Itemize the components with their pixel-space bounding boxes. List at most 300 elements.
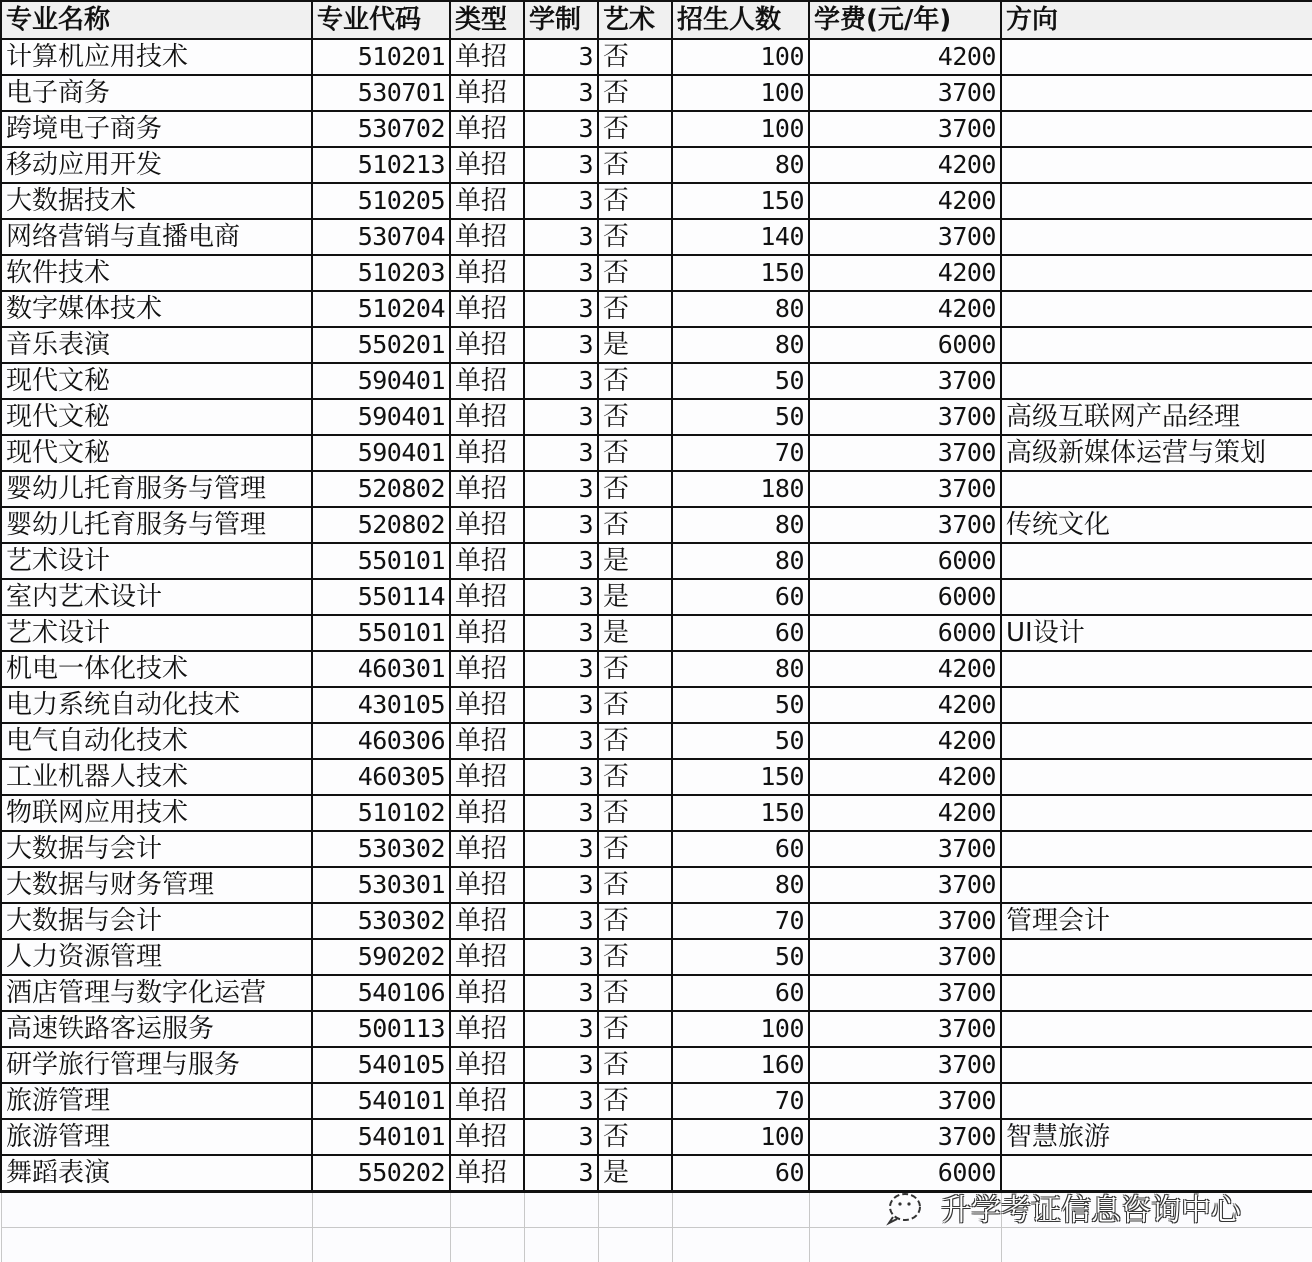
- cell-direction[interactable]: [1001, 1155, 1312, 1191]
- col-header-code[interactable]: 专业代码: [312, 1, 450, 39]
- cell-major-code[interactable]: 530701: [312, 75, 450, 111]
- cell-years[interactable]: 3: [524, 291, 598, 327]
- cell-tuition[interactable]: 4200: [809, 687, 1001, 723]
- cell-direction[interactable]: [1001, 1083, 1312, 1119]
- cell-direction[interactable]: [1001, 975, 1312, 1011]
- cell-direction[interactable]: [1001, 111, 1312, 147]
- col-header-type[interactable]: 类型: [450, 1, 524, 39]
- table-row: [1, 831, 1312, 867]
- cell-tuition[interactable]: 3700: [809, 507, 1001, 543]
- cell-type[interactable]: 单招: [450, 111, 524, 147]
- table-row: [1, 183, 1312, 219]
- cell-direction[interactable]: [1001, 471, 1312, 507]
- empty-cell[interactable]: [312, 1227, 450, 1262]
- cell-tuition[interactable]: 3700: [809, 1011, 1001, 1047]
- watermark-text: 升学考证信息咨询中心: [941, 1193, 1241, 1228]
- cell-major-name[interactable]: 物联网应用技术: [1, 795, 312, 831]
- cell-years[interactable]: 3: [524, 363, 598, 399]
- cell-type[interactable]: 单招: [450, 507, 524, 543]
- cell-type[interactable]: 单招: [450, 255, 524, 291]
- cell-enrollment[interactable]: 50: [672, 939, 809, 975]
- cell-enrollment[interactable]: 150: [672, 795, 809, 831]
- cell-major-name[interactable]: 软件技术: [1, 255, 312, 291]
- cell-major-code[interactable]: 540105: [312, 1047, 450, 1083]
- cell-type[interactable]: 单招: [450, 1083, 524, 1119]
- cell-years[interactable]: 3: [524, 183, 598, 219]
- cell-enrollment[interactable]: 50: [672, 363, 809, 399]
- cell-major-name[interactable]: 大数据与会计: [1, 831, 312, 867]
- cell-art[interactable]: 否: [598, 903, 672, 939]
- cell-enrollment[interactable]: 60: [672, 615, 809, 651]
- cell-art[interactable]: 否: [598, 1047, 672, 1083]
- cell-major-name[interactable]: 大数据与会计: [1, 903, 312, 939]
- cell-art[interactable]: 否: [598, 219, 672, 255]
- cell-years[interactable]: 3: [524, 831, 598, 867]
- cell-years[interactable]: 3: [524, 651, 598, 687]
- empty-cell[interactable]: [809, 1191, 1001, 1227]
- cell-direction[interactable]: [1001, 687, 1312, 723]
- empty-cell[interactable]: [1, 1191, 312, 1227]
- cell-major-code[interactable]: 460306: [312, 723, 450, 759]
- table-row: [1, 903, 1312, 939]
- cell-direction[interactable]: [1001, 147, 1312, 183]
- cell-enrollment[interactable]: 100: [672, 1011, 809, 1047]
- empty-cell[interactable]: [598, 1191, 672, 1227]
- cell-major-name[interactable]: 现代文秘: [1, 363, 312, 399]
- cell-type[interactable]: 单招: [450, 903, 524, 939]
- table-row: [1, 867, 1312, 903]
- cell-years[interactable]: 3: [524, 687, 598, 723]
- cell-years[interactable]: 3: [524, 903, 598, 939]
- cell-type[interactable]: 单招: [450, 327, 524, 363]
- cell-major-code[interactable]: 590202: [312, 939, 450, 975]
- cell-major-name[interactable]: 数字媒体技术: [1, 291, 312, 327]
- cell-tuition[interactable]: 6000: [809, 1155, 1001, 1191]
- cell-art[interactable]: 否: [598, 867, 672, 903]
- empty-cell[interactable]: [312, 1191, 450, 1227]
- cell-tuition[interactable]: 4200: [809, 291, 1001, 327]
- cell-type[interactable]: 单招: [450, 363, 524, 399]
- cell-art[interactable]: 否: [598, 147, 672, 183]
- table-row: [1, 1011, 1312, 1047]
- cell-major-code[interactable]: 590401: [312, 435, 450, 471]
- cell-type[interactable]: 单招: [450, 651, 524, 687]
- cell-art[interactable]: 否: [598, 75, 672, 111]
- cell-major-code[interactable]: 540101: [312, 1083, 450, 1119]
- cell-type[interactable]: 单招: [450, 579, 524, 615]
- cell-major-name[interactable]: 计算机应用技术: [1, 39, 312, 75]
- cell-years[interactable]: 3: [524, 579, 598, 615]
- cell-enrollment[interactable]: 70: [672, 1083, 809, 1119]
- cell-direction[interactable]: [1001, 1047, 1312, 1083]
- table-row: [1, 687, 1312, 723]
- cell-major-name[interactable]: 旅游管理: [1, 1083, 312, 1119]
- cell-enrollment[interactable]: 80: [672, 291, 809, 327]
- cell-major-code[interactable]: 550114: [312, 579, 450, 615]
- cell-major-name[interactable]: 婴幼儿托育服务与管理: [1, 471, 312, 507]
- cell-enrollment[interactable]: 160: [672, 1047, 809, 1083]
- empty-cell[interactable]: [1, 1227, 312, 1262]
- cell-major-name[interactable]: 电气自动化技术: [1, 723, 312, 759]
- cell-tuition[interactable]: 3700: [809, 975, 1001, 1011]
- cell-enrollment[interactable]: 70: [672, 435, 809, 471]
- cell-enrollment[interactable]: 150: [672, 255, 809, 291]
- cell-art[interactable]: 否: [598, 723, 672, 759]
- cell-art[interactable]: 否: [598, 651, 672, 687]
- cell-major-name[interactable]: 艺术设计: [1, 615, 312, 651]
- cell-enrollment[interactable]: 80: [672, 327, 809, 363]
- cell-direction[interactable]: [1001, 75, 1312, 111]
- cell-art[interactable]: 否: [598, 111, 672, 147]
- cell-type[interactable]: 单招: [450, 543, 524, 579]
- cell-tuition[interactable]: 3700: [809, 435, 1001, 471]
- empty-cell[interactable]: [1001, 1227, 1312, 1262]
- cell-art[interactable]: 否: [598, 363, 672, 399]
- cell-major-name[interactable]: 高速铁路客运服务: [1, 1011, 312, 1047]
- cell-type[interactable]: 单招: [450, 831, 524, 867]
- cell-major-name[interactable]: 大数据技术: [1, 183, 312, 219]
- cell-years[interactable]: 3: [524, 615, 598, 651]
- cell-art[interactable]: 否: [598, 291, 672, 327]
- cell-major-name[interactable]: 现代文秘: [1, 435, 312, 471]
- empty-cell[interactable]: [450, 1227, 524, 1262]
- cell-major-code[interactable]: 590401: [312, 399, 450, 435]
- cell-direction[interactable]: 高级互联网产品经理: [1001, 399, 1312, 435]
- cell-major-code[interactable]: 460305: [312, 759, 450, 795]
- cell-years[interactable]: 3: [524, 75, 598, 111]
- cell-years[interactable]: 3: [524, 39, 598, 75]
- cell-direction[interactable]: [1001, 327, 1312, 363]
- cell-type[interactable]: 单招: [450, 687, 524, 723]
- cell-years[interactable]: 3: [524, 867, 598, 903]
- cell-major-code[interactable]: 550202: [312, 1155, 450, 1191]
- cell-major-code[interactable]: 520802: [312, 507, 450, 543]
- cell-enrollment[interactable]: 100: [672, 111, 809, 147]
- empty-cell[interactable]: [672, 1227, 809, 1262]
- cell-art[interactable]: 是: [598, 579, 672, 615]
- cell-major-code[interactable]: 540106: [312, 975, 450, 1011]
- cell-art[interactable]: 否: [598, 1083, 672, 1119]
- cell-years[interactable]: 3: [524, 111, 598, 147]
- cell-direction[interactable]: [1001, 39, 1312, 75]
- cell-years[interactable]: 3: [524, 1011, 598, 1047]
- cell-major-name[interactable]: 旅游管理: [1, 1119, 312, 1155]
- cell-major-code[interactable]: 460301: [312, 651, 450, 687]
- table-row: [1, 759, 1312, 795]
- cell-major-code[interactable]: 530704: [312, 219, 450, 255]
- cell-tuition[interactable]: 3700: [809, 867, 1001, 903]
- cell-art[interactable]: 否: [598, 507, 672, 543]
- cell-major-name[interactable]: 舞蹈表演: [1, 1155, 312, 1191]
- cell-type[interactable]: 单招: [450, 1155, 524, 1191]
- cell-major-name[interactable]: 网络营销与直播电商: [1, 219, 312, 255]
- cell-major-name[interactable]: 艺术设计: [1, 543, 312, 579]
- cell-tuition[interactable]: 3700: [809, 1083, 1001, 1119]
- cell-years[interactable]: 3: [524, 975, 598, 1011]
- cell-tuition[interactable]: 4200: [809, 39, 1001, 75]
- cell-enrollment[interactable]: 70: [672, 903, 809, 939]
- cell-years[interactable]: 3: [524, 435, 598, 471]
- cell-major-name[interactable]: 机电一体化技术: [1, 651, 312, 687]
- cell-major-name[interactable]: 研学旅行管理与服务: [1, 1047, 312, 1083]
- cell-type[interactable]: 单招: [450, 939, 524, 975]
- col-header-name[interactable]: 专业名称: [1, 1, 312, 39]
- empty-cell[interactable]: [524, 1227, 598, 1262]
- cell-art[interactable]: 否: [598, 183, 672, 219]
- cell-years[interactable]: 3: [524, 939, 598, 975]
- cell-major-code[interactable]: 550101: [312, 615, 450, 651]
- cell-enrollment[interactable]: 50: [672, 687, 809, 723]
- table-row: [1, 1155, 1312, 1191]
- cell-enrollment[interactable]: 50: [672, 399, 809, 435]
- cell-tuition[interactable]: 3700: [809, 831, 1001, 867]
- cell-tuition[interactable]: 3700: [809, 903, 1001, 939]
- cell-major-code[interactable]: 510205: [312, 183, 450, 219]
- col-header-direction[interactable]: 方向: [1001, 1, 1312, 39]
- empty-cell[interactable]: [450, 1191, 524, 1227]
- table-row: [1, 219, 1312, 255]
- table-row: [1, 795, 1312, 831]
- cell-years[interactable]: 3: [524, 219, 598, 255]
- cell-art[interactable]: 否: [598, 1119, 672, 1155]
- cell-type[interactable]: 单招: [450, 795, 524, 831]
- cell-art[interactable]: 是: [598, 1155, 672, 1191]
- cell-tuition[interactable]: 6000: [809, 579, 1001, 615]
- cell-years[interactable]: 3: [524, 1119, 598, 1155]
- cell-direction[interactable]: 传统文化: [1001, 507, 1312, 543]
- cell-enrollment[interactable]: 60: [672, 1155, 809, 1191]
- cell-direction[interactable]: [1001, 1011, 1312, 1047]
- cell-tuition[interactable]: 3700: [809, 471, 1001, 507]
- cell-art[interactable]: 否: [598, 759, 672, 795]
- cell-tuition[interactable]: 4200: [809, 147, 1001, 183]
- cell-direction[interactable]: [1001, 255, 1312, 291]
- cell-type[interactable]: 单招: [450, 975, 524, 1011]
- cell-years[interactable]: 3: [524, 471, 598, 507]
- empty-row: [1, 1227, 1312, 1262]
- cell-major-name[interactable]: 跨境电子商务: [1, 111, 312, 147]
- cell-tuition[interactable]: 3700: [809, 1119, 1001, 1155]
- cell-tuition[interactable]: 6000: [809, 327, 1001, 363]
- cell-type[interactable]: 单招: [450, 75, 524, 111]
- cell-major-name[interactable]: 工业机器人技术: [1, 759, 312, 795]
- cell-years[interactable]: 3: [524, 759, 598, 795]
- cell-direction[interactable]: [1001, 579, 1312, 615]
- cell-major-code[interactable]: 430105: [312, 687, 450, 723]
- cell-direction[interactable]: [1001, 651, 1312, 687]
- cell-enrollment[interactable]: 100: [672, 75, 809, 111]
- cell-years[interactable]: 3: [524, 399, 598, 435]
- cell-major-name[interactable]: 音乐表演: [1, 327, 312, 363]
- cell-major-code[interactable]: 590401: [312, 363, 450, 399]
- cell-type[interactable]: 单招: [450, 291, 524, 327]
- cell-tuition[interactable]: 4200: [809, 651, 1001, 687]
- empty-cell[interactable]: [524, 1191, 598, 1227]
- cell-years[interactable]: 3: [524, 723, 598, 759]
- cell-direction[interactable]: 管理会计: [1001, 903, 1312, 939]
- cell-major-name[interactable]: 人力资源管理: [1, 939, 312, 975]
- cell-art[interactable]: 是: [598, 615, 672, 651]
- cell-art[interactable]: 否: [598, 399, 672, 435]
- cell-enrollment[interactable]: 80: [672, 867, 809, 903]
- table-row: [1, 363, 1312, 399]
- cell-enrollment[interactable]: 100: [672, 39, 809, 75]
- empty-cell[interactable]: [672, 1191, 809, 1227]
- cell-major-code[interactable]: 530702: [312, 111, 450, 147]
- cell-type[interactable]: 单招: [450, 759, 524, 795]
- cell-major-name[interactable]: 电力系统自动化技术: [1, 687, 312, 723]
- cell-years[interactable]: 3: [524, 1083, 598, 1119]
- cell-art[interactable]: 否: [598, 831, 672, 867]
- cell-enrollment[interactable]: 60: [672, 831, 809, 867]
- table-row: [1, 75, 1312, 111]
- cell-art[interactable]: 否: [598, 687, 672, 723]
- cell-tuition[interactable]: 4200: [809, 723, 1001, 759]
- cell-enrollment[interactable]: 140: [672, 219, 809, 255]
- cell-enrollment[interactable]: 60: [672, 975, 809, 1011]
- cell-major-name[interactable]: 现代文秘: [1, 399, 312, 435]
- cell-direction[interactable]: [1001, 939, 1312, 975]
- cell-tuition[interactable]: 3700: [809, 363, 1001, 399]
- cell-major-code[interactable]: 550201: [312, 327, 450, 363]
- cell-years[interactable]: 3: [524, 327, 598, 363]
- cell-art[interactable]: 否: [598, 1011, 672, 1047]
- col-header-art[interactable]: 艺术: [598, 1, 672, 39]
- cell-direction[interactable]: [1001, 291, 1312, 327]
- col-header-enroll[interactable]: 招生人数: [672, 1, 809, 39]
- cell-major-code[interactable]: 510204: [312, 291, 450, 327]
- table-body: [1, 39, 1312, 1262]
- table-row: [1, 435, 1312, 471]
- cell-major-name[interactable]: 移动应用开发: [1, 147, 312, 183]
- cell-years[interactable]: 3: [524, 147, 598, 183]
- cell-major-name[interactable]: 室内艺术设计: [1, 579, 312, 615]
- cell-tuition[interactable]: 4200: [809, 183, 1001, 219]
- cell-enrollment[interactable]: 180: [672, 471, 809, 507]
- cell-enrollment[interactable]: 80: [672, 147, 809, 183]
- cell-direction[interactable]: [1001, 219, 1312, 255]
- cell-major-name[interactable]: 酒店管理与数字化运营: [1, 975, 312, 1011]
- cell-tuition[interactable]: 4200: [809, 255, 1001, 291]
- cell-direction[interactable]: [1001, 543, 1312, 579]
- cell-direction[interactable]: 高级新媒体运营与策划: [1001, 435, 1312, 471]
- cell-years[interactable]: 3: [524, 507, 598, 543]
- cell-direction[interactable]: [1001, 795, 1312, 831]
- cell-type[interactable]: 单招: [450, 219, 524, 255]
- table-row: [1, 39, 1312, 75]
- cell-type[interactable]: 单招: [450, 1119, 524, 1155]
- cell-tuition[interactable]: 3700: [809, 75, 1001, 111]
- col-header-fee[interactable]: 学费(元/年): [809, 1, 1001, 39]
- cell-type[interactable]: 单招: [450, 615, 524, 651]
- cell-tuition[interactable]: 3700: [809, 1047, 1001, 1083]
- cell-major-code[interactable]: 510201: [312, 39, 450, 75]
- cell-type[interactable]: 单招: [450, 183, 524, 219]
- cell-art[interactable]: 否: [598, 939, 672, 975]
- cell-major-code[interactable]: 510102: [312, 795, 450, 831]
- empty-row: [1, 1191, 1312, 1227]
- cell-enrollment[interactable]: 60: [672, 579, 809, 615]
- cell-enrollment[interactable]: 150: [672, 183, 809, 219]
- cell-type[interactable]: 单招: [450, 399, 524, 435]
- cell-enrollment[interactable]: 50: [672, 723, 809, 759]
- cell-major-code[interactable]: 540101: [312, 1119, 450, 1155]
- cell-enrollment[interactable]: 150: [672, 759, 809, 795]
- table-row: [1, 147, 1312, 183]
- cell-type[interactable]: 单招: [450, 39, 524, 75]
- cell-tuition[interactable]: 6000: [809, 615, 1001, 651]
- cell-major-code[interactable]: 510213: [312, 147, 450, 183]
- empty-cell[interactable]: [809, 1227, 1001, 1262]
- cell-major-code[interactable]: 520802: [312, 471, 450, 507]
- cell-years[interactable]: 3: [524, 795, 598, 831]
- cell-type[interactable]: 单招: [450, 471, 524, 507]
- cell-years[interactable]: 3: [524, 1155, 598, 1191]
- cell-art[interactable]: 否: [598, 39, 672, 75]
- cell-art[interactable]: 是: [598, 327, 672, 363]
- cell-direction[interactable]: [1001, 723, 1312, 759]
- cell-type[interactable]: 单招: [450, 867, 524, 903]
- cell-type[interactable]: 单招: [450, 147, 524, 183]
- cell-major-code[interactable]: 530301: [312, 867, 450, 903]
- cell-direction[interactable]: [1001, 183, 1312, 219]
- cell-tuition[interactable]: 6000: [809, 543, 1001, 579]
- cell-art[interactable]: 否: [598, 435, 672, 471]
- cell-direction[interactable]: [1001, 831, 1312, 867]
- empty-cell[interactable]: [1001, 1191, 1312, 1227]
- cell-direction[interactable]: [1001, 867, 1312, 903]
- cell-major-code[interactable]: 530302: [312, 903, 450, 939]
- empty-cell[interactable]: [598, 1227, 672, 1262]
- cell-years[interactable]: 3: [524, 1047, 598, 1083]
- cell-tuition[interactable]: 4200: [809, 759, 1001, 795]
- cell-major-code[interactable]: 500113: [312, 1011, 450, 1047]
- cell-major-name[interactable]: 大数据与财务管理: [1, 867, 312, 903]
- cell-major-code[interactable]: 550101: [312, 543, 450, 579]
- cell-enrollment[interactable]: 80: [672, 543, 809, 579]
- cell-type[interactable]: 单招: [450, 1011, 524, 1047]
- cell-direction[interactable]: [1001, 759, 1312, 795]
- cell-tuition[interactable]: 3700: [809, 399, 1001, 435]
- cell-direction[interactable]: [1001, 363, 1312, 399]
- cell-art[interactable]: 是: [598, 543, 672, 579]
- cell-years[interactable]: 3: [524, 255, 598, 291]
- cell-type[interactable]: 单招: [450, 1047, 524, 1083]
- cell-years[interactable]: 3: [524, 543, 598, 579]
- cell-enrollment[interactable]: 100: [672, 1119, 809, 1155]
- cell-tuition[interactable]: 4200: [809, 795, 1001, 831]
- cell-tuition[interactable]: 3700: [809, 939, 1001, 975]
- col-header-years[interactable]: 学制: [524, 1, 598, 39]
- cell-major-code[interactable]: 530302: [312, 831, 450, 867]
- cell-major-name[interactable]: 电子商务: [1, 75, 312, 111]
- cell-type[interactable]: 单招: [450, 435, 524, 471]
- cell-tuition[interactable]: 3700: [809, 219, 1001, 255]
- table-row: [1, 1083, 1312, 1119]
- cell-tuition[interactable]: 3700: [809, 111, 1001, 147]
- cell-art[interactable]: 否: [598, 471, 672, 507]
- cell-art[interactable]: 否: [598, 795, 672, 831]
- cell-enrollment[interactable]: 80: [672, 651, 809, 687]
- cell-type[interactable]: 单招: [450, 723, 524, 759]
- cell-direction[interactable]: 智慧旅游: [1001, 1119, 1312, 1155]
- cell-major-code[interactable]: 510203: [312, 255, 450, 291]
- cell-direction[interactable]: UI设计: [1001, 615, 1312, 651]
- cell-enrollment[interactable]: 80: [672, 507, 809, 543]
- cell-art[interactable]: 否: [598, 255, 672, 291]
- cell-art[interactable]: 否: [598, 975, 672, 1011]
- cell-major-name[interactable]: 婴幼儿托育服务与管理: [1, 507, 312, 543]
